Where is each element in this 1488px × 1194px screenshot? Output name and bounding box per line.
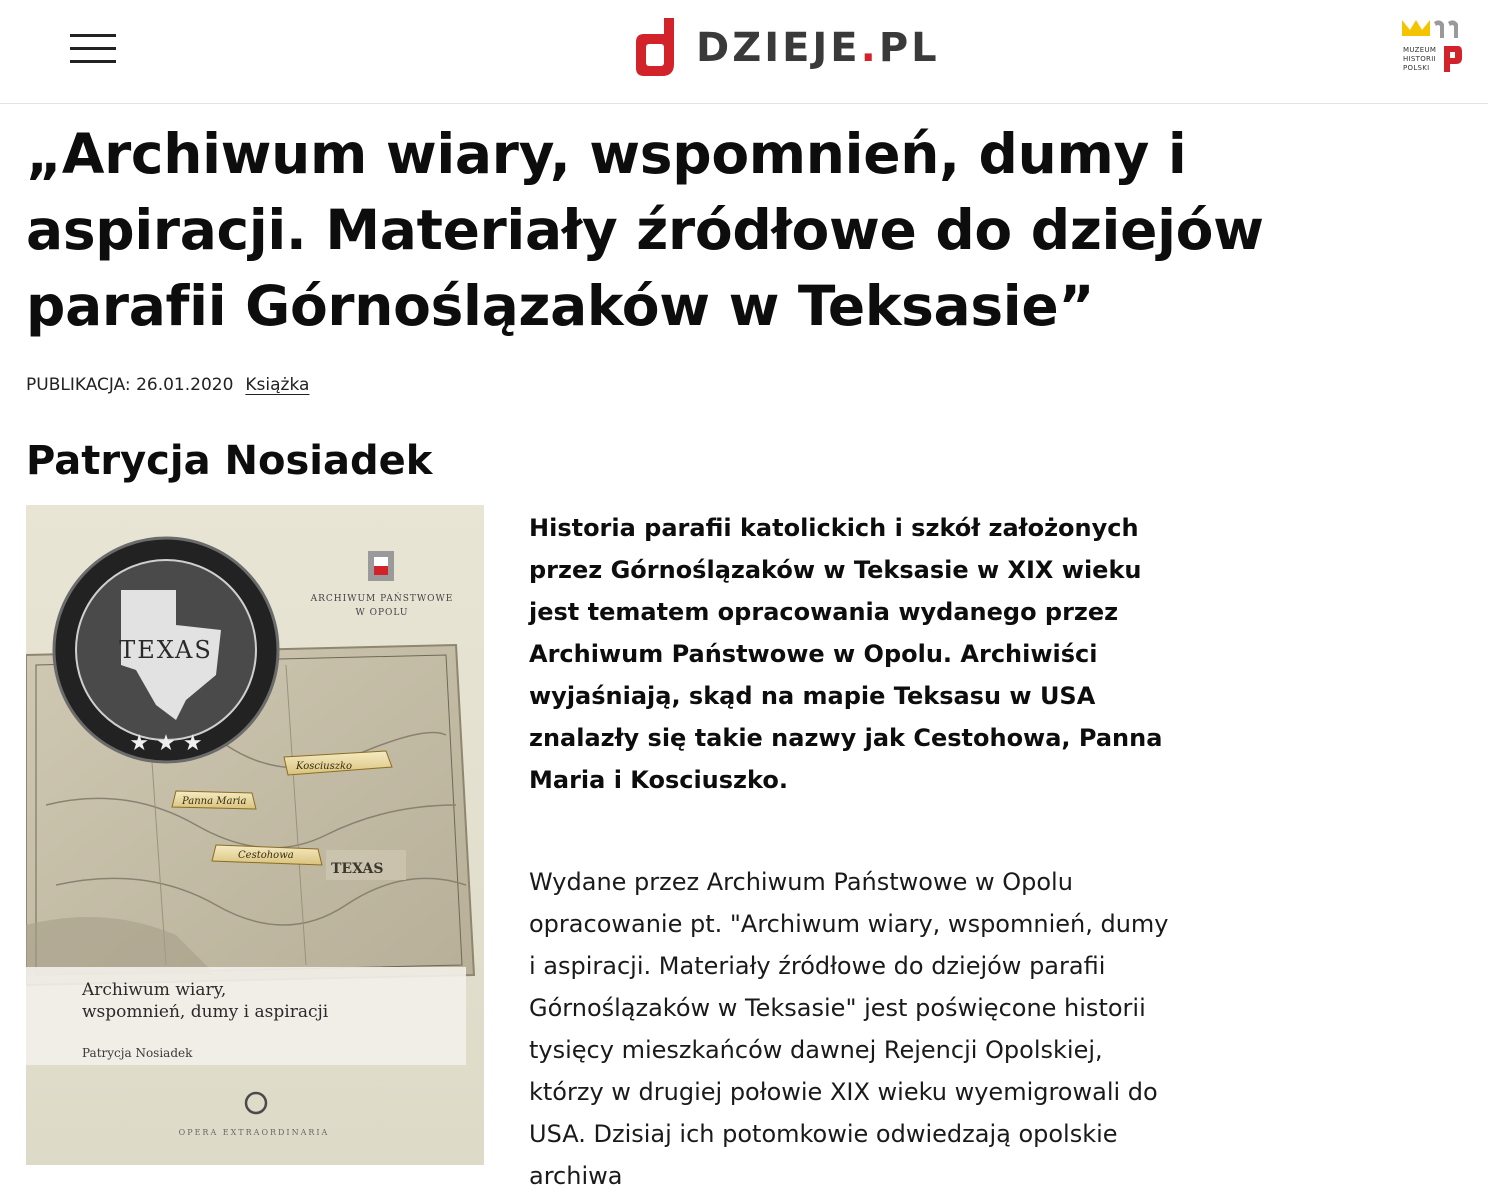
article-meta (26, 375, 309, 395)
article-title: „Archiwum wiary, wspomnień, dumy i aspiracji. Materiały źródłowe do dziejów parafii Górnoślązaków w Teksasie” (26, 122, 1264, 338)
site-header (0, 0, 1488, 104)
publisher-line-1: ARCHIWUM PAŃSTWOWE (310, 594, 454, 604)
svg-text:Cestohowa: Cestohowa (238, 850, 294, 861)
category-link[interactable]: Książka (245, 375, 310, 395)
cover-title-line-2: wspomnień, dumy i aspiracji (82, 1002, 329, 1022)
publisher-line-2: W OPOLU (355, 608, 409, 618)
publication-date: PUBLIKACJA: 26.01.2020 (26, 375, 234, 395)
place-banner-panna-maria (172, 791, 256, 809)
series-name: OPERA EXTRAORDINARIA (178, 1128, 330, 1137)
dzieje-logo-icon (634, 18, 678, 78)
map-label: TEXAS (331, 861, 384, 877)
article-body: Wydane przez Archiwum Państwowe w Opolu opracowanie pt. "Archiwum wiary, wspomnień, dumy i aspiracji. Materiały źródłowe do dziejów parafii Górnoślązaków w Teksasie" jest poświęcone historii tysięcy mieszkańców dawnej Rejencji Opolskiej, którzy w drugiej połowie XIX wieku wyemigrowali do USA. Dzisiaj ich potomkowie odwiedzają opolskie archiwa (529, 868, 1169, 1190)
museum-logo-text: MUZEUM HISTORII POLSKI (1403, 46, 1437, 72)
article-author: Patrycja Nosiadek (26, 438, 433, 484)
cover-author: Patrycja Nosiadek (82, 1046, 193, 1060)
site-logo[interactable] (634, 18, 940, 78)
hamburger-icon[interactable] (70, 34, 116, 64)
seal-stars: ★ ★ ★ (129, 731, 203, 756)
site-logo-text: DZIEJE.PL (696, 25, 940, 71)
svg-text:Panna Maria: Panna Maria (182, 796, 247, 807)
svg-text:Kosciuszko: Kosciuszko (296, 761, 353, 772)
seal-text: TEXAS (119, 636, 213, 664)
cover-title-line-1: Archiwum wiary, (82, 980, 227, 1000)
texas-seal (54, 538, 278, 762)
book-cover-image (26, 505, 484, 1165)
article-lead: Historia parafii katolickich i szkół założonych przez Górnoślązaków w Teksasie w XIX wieku jest tematem opracowania wydanego przez Archiwum Państwowe w Opolu. Archiwiści wyjaśniają, skąd na mapie Teksasu w USA znalazły się takie nazwy jak Cestohowa, Panna Maria i Kosciuszko. (529, 514, 1163, 794)
